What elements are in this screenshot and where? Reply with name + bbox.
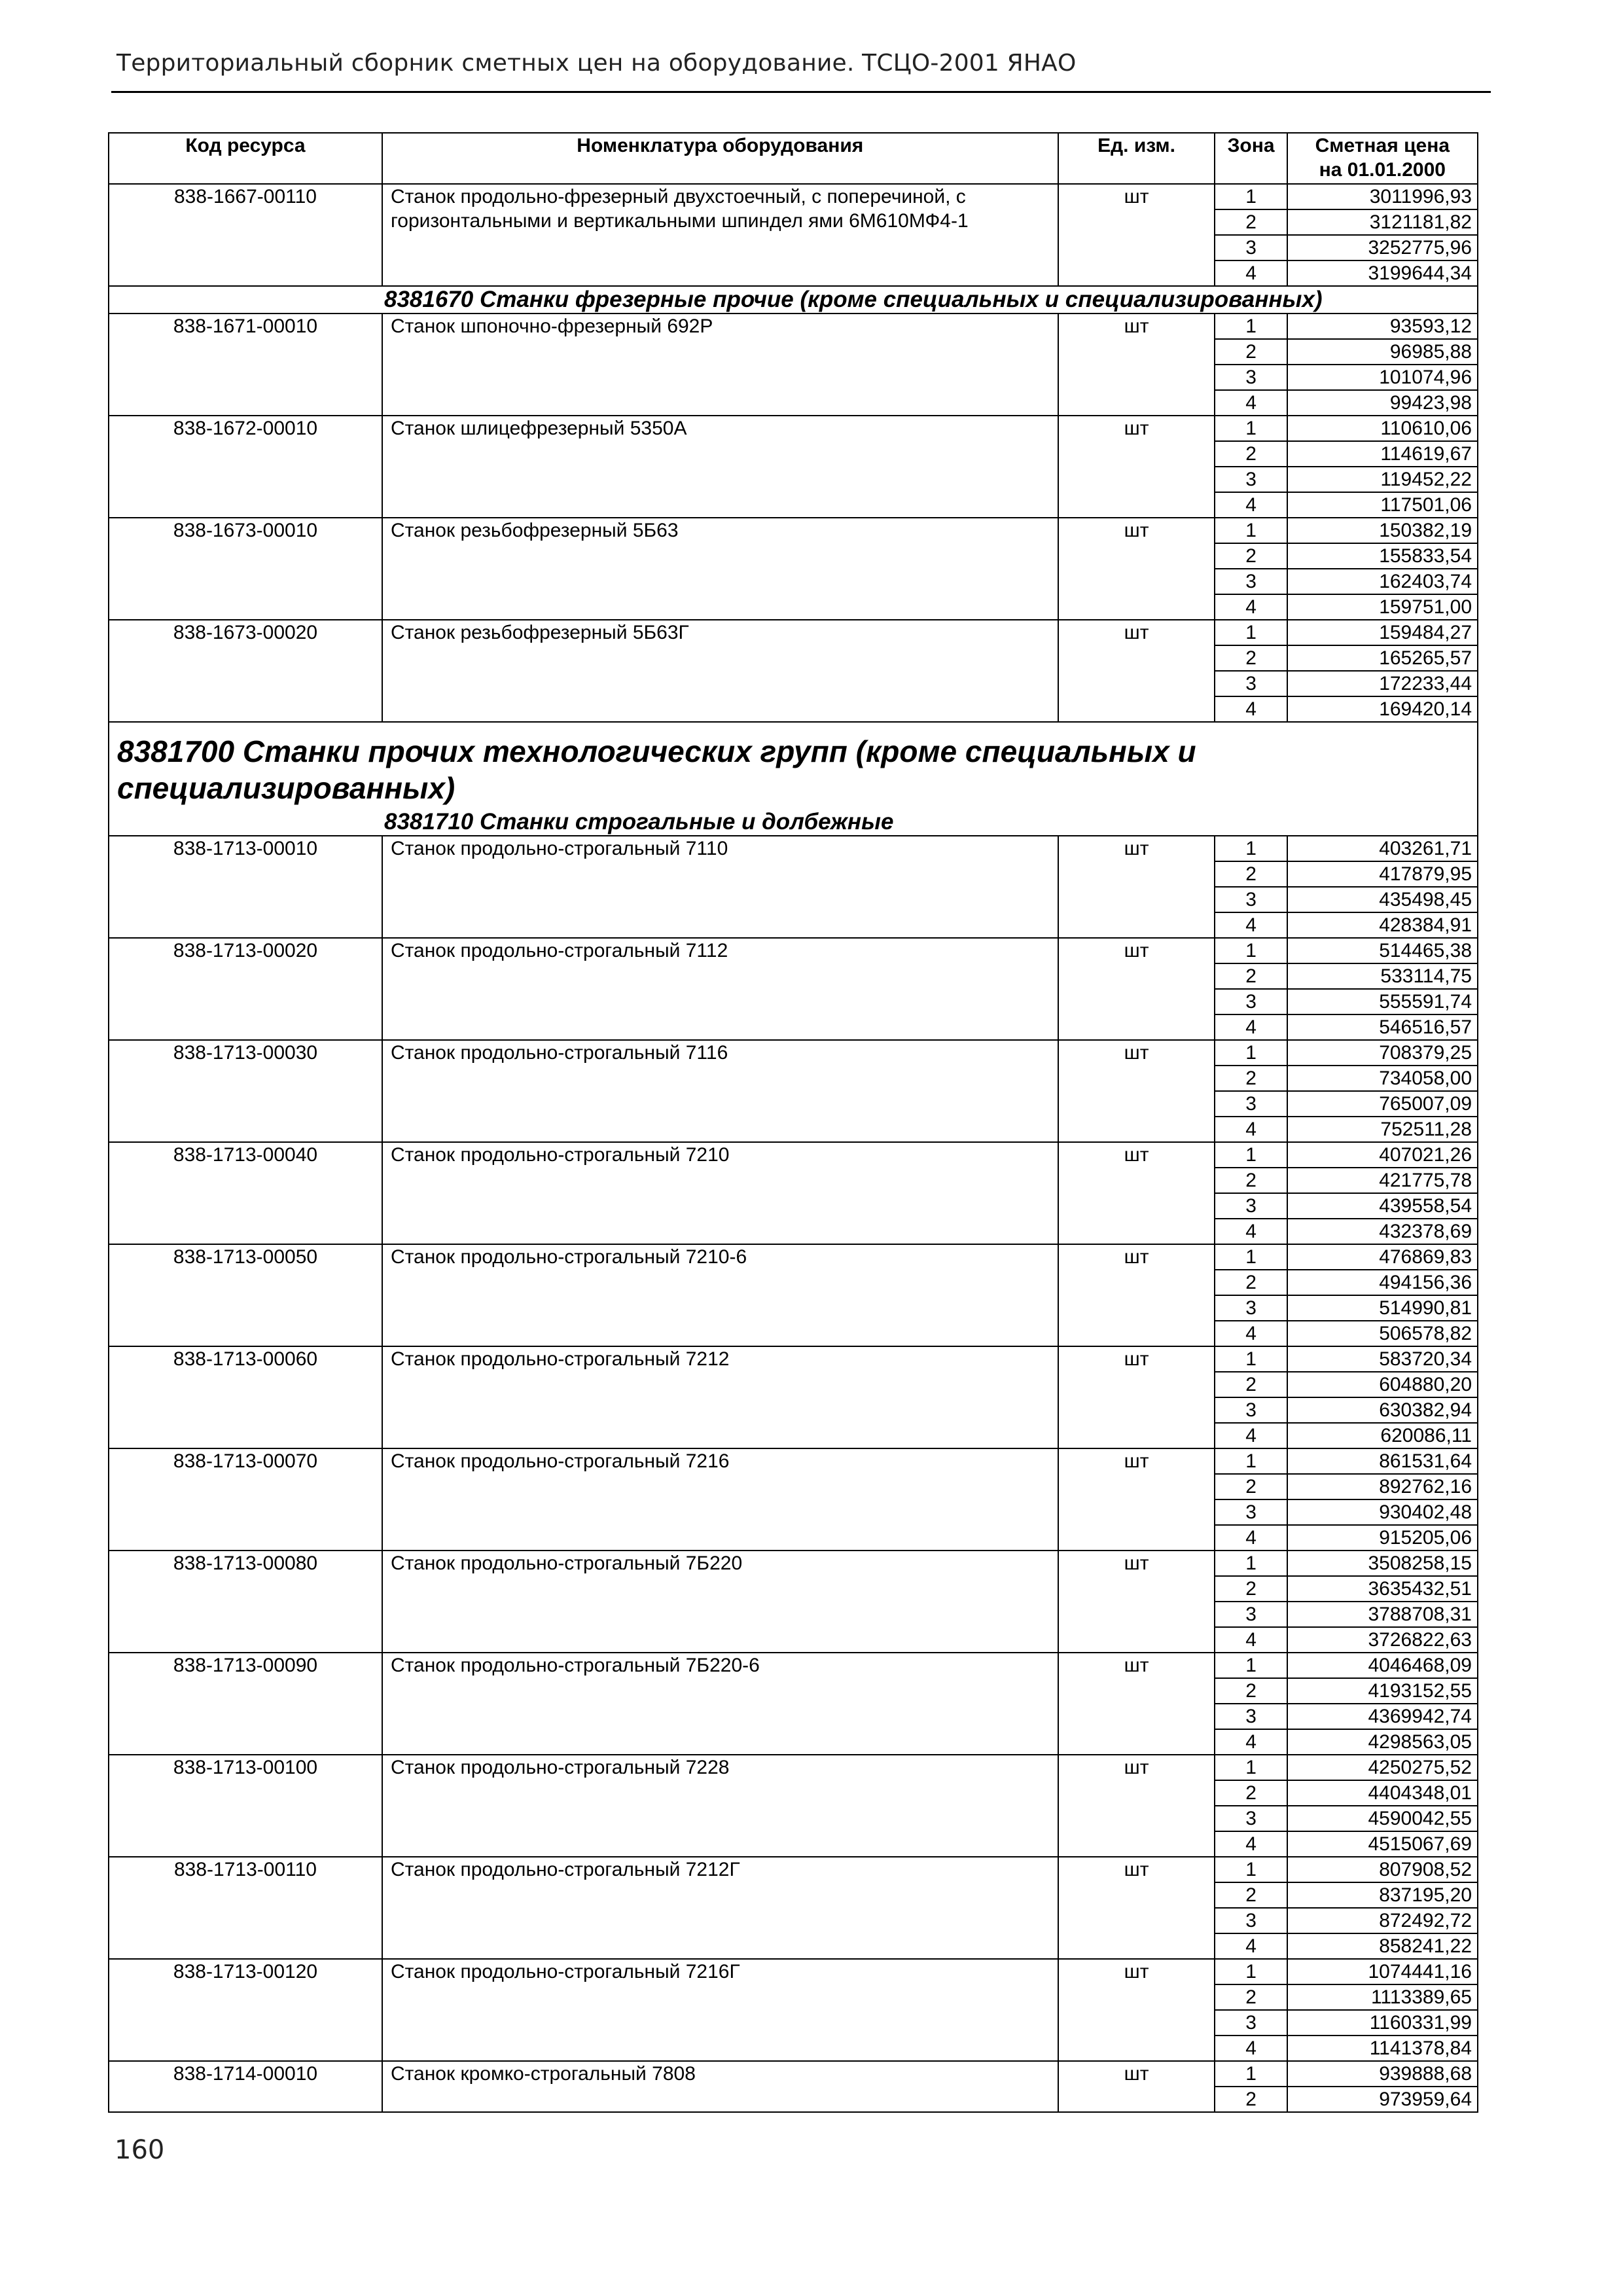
price-cell: 3011996,93 bbox=[1287, 184, 1478, 209]
price-cell: 159484,27 bbox=[1287, 620, 1478, 645]
table-row bbox=[109, 416, 1478, 441]
equipment-name: Станок продольно-строгальный 7216 bbox=[382, 1448, 1058, 1551]
table-row bbox=[109, 1346, 1478, 1372]
zone-cell: 4 bbox=[1215, 492, 1287, 518]
price-cell: 162403,74 bbox=[1287, 569, 1478, 594]
price-cell: 861531,64 bbox=[1287, 1448, 1478, 1474]
resource-code: 838-1713-00010 bbox=[109, 836, 382, 938]
price-cell: 514465,38 bbox=[1287, 938, 1478, 963]
price-cell: 165265,57 bbox=[1287, 645, 1478, 671]
zone-cell: 4 bbox=[1215, 1014, 1287, 1040]
zone-cell: 4 bbox=[1215, 696, 1287, 722]
price-cell: 150382,19 bbox=[1287, 518, 1478, 543]
table-row bbox=[109, 1448, 1478, 1474]
table-row bbox=[109, 2061, 1478, 2087]
zone-cell: 2 bbox=[1215, 1372, 1287, 1397]
table-row bbox=[109, 1142, 1478, 1168]
price-cell: 439558,54 bbox=[1287, 1193, 1478, 1219]
equipment-name: Станок продольно-строгальный 7212Г bbox=[382, 1857, 1058, 1959]
unit-of-measure: шт bbox=[1058, 836, 1215, 938]
subsection-title: 8381710 Станки строгальные и долбежные bbox=[384, 809, 894, 834]
table-row bbox=[109, 518, 1478, 543]
equipment-name: Станок продольно-строгальный 7Б220 bbox=[382, 1551, 1058, 1653]
price-cell: 546516,57 bbox=[1287, 1014, 1478, 1040]
zone-cell: 4 bbox=[1215, 912, 1287, 938]
price-cell: 117501,06 bbox=[1287, 492, 1478, 518]
price-cell: 583720,34 bbox=[1287, 1346, 1478, 1372]
zone-cell: 3 bbox=[1215, 1397, 1287, 1423]
price-cell: 533114,75 bbox=[1287, 963, 1478, 989]
group-section-title: 8381700 Станки прочих технологических групп (кроме специальных и специализированных) bbox=[117, 734, 1196, 805]
zone-cell: 3 bbox=[1215, 467, 1287, 492]
column-header-code: Код ресурса bbox=[109, 133, 382, 184]
unit-of-measure: шт bbox=[1058, 2061, 1215, 2112]
resource-code: 838-1713-00040 bbox=[109, 1142, 382, 1244]
resource-code: 838-1713-00110 bbox=[109, 1857, 382, 1959]
price-cell: 114619,67 bbox=[1287, 441, 1478, 467]
price-cell: 96985,88 bbox=[1287, 339, 1478, 365]
zone-cell: 4 bbox=[1215, 594, 1287, 620]
price-cell: 101074,96 bbox=[1287, 365, 1478, 390]
price-cell: 930402,48 bbox=[1287, 1499, 1478, 1525]
price-cell: 119452,22 bbox=[1287, 467, 1478, 492]
zone-cell: 3 bbox=[1215, 1704, 1287, 1729]
zone-cell: 4 bbox=[1215, 1627, 1287, 1653]
table-row bbox=[109, 184, 1478, 209]
unit-of-measure: шт bbox=[1058, 1346, 1215, 1448]
table-row bbox=[109, 620, 1478, 645]
zone-cell: 1 bbox=[1215, 1346, 1287, 1372]
zone-cell: 1 bbox=[1215, 1755, 1287, 1780]
resource-code: 838-1713-00030 bbox=[109, 1040, 382, 1142]
price-cell: 407021,26 bbox=[1287, 1142, 1478, 1168]
equipment-name: Станок резьбофрезерный 5Б63Г bbox=[382, 620, 1058, 722]
column-header-zone: Зона bbox=[1215, 133, 1287, 184]
zone-cell: 2 bbox=[1215, 1474, 1287, 1499]
price-cell: 155833,54 bbox=[1287, 543, 1478, 569]
price-cell: 476869,83 bbox=[1287, 1244, 1478, 1270]
price-cell: 1160331,99 bbox=[1287, 2010, 1478, 2036]
unit-of-measure: шт bbox=[1058, 1653, 1215, 1755]
price-cell: 494156,36 bbox=[1287, 1270, 1478, 1295]
zone-cell: 2 bbox=[1215, 441, 1287, 467]
zone-cell: 4 bbox=[1215, 1219, 1287, 1244]
zone-cell: 2 bbox=[1215, 1882, 1287, 1908]
equipment-name: Станок продольно-фрезерный двухстоечный, с поперечиной, с горизонтальными и вертикальными шпиндел ями 6М610МФ4-1 bbox=[382, 184, 1058, 286]
price-cell: 514990,81 bbox=[1287, 1295, 1478, 1321]
price-cell: 3635432,51 bbox=[1287, 1576, 1478, 1602]
unit-of-measure: шт bbox=[1058, 314, 1215, 416]
zone-cell: 3 bbox=[1215, 989, 1287, 1014]
price-cell: 4046468,09 bbox=[1287, 1653, 1478, 1678]
price-cell: 432378,69 bbox=[1287, 1219, 1478, 1244]
zone-cell: 1 bbox=[1215, 1551, 1287, 1576]
resource-code: 838-1713-00060 bbox=[109, 1346, 382, 1448]
equipment-name: Станок продольно-строгальный 7Б220-6 bbox=[382, 1653, 1058, 1755]
table-header-row bbox=[109, 133, 1478, 184]
resource-code: 838-1713-00020 bbox=[109, 938, 382, 1040]
table-row bbox=[109, 1857, 1478, 1882]
zone-cell: 1 bbox=[1215, 1448, 1287, 1474]
price-cell: 807908,52 bbox=[1287, 1857, 1478, 1882]
table-row bbox=[109, 1653, 1478, 1678]
table-row bbox=[109, 1959, 1478, 1984]
price-cell: 4515067,69 bbox=[1287, 1831, 1478, 1857]
unit-of-measure: шт bbox=[1058, 938, 1215, 1040]
zone-cell: 2 bbox=[1215, 209, 1287, 235]
price-cell: 435498,45 bbox=[1287, 887, 1478, 912]
zone-cell: 1 bbox=[1215, 620, 1287, 645]
zone-cell: 1 bbox=[1215, 1040, 1287, 1066]
zone-cell: 1 bbox=[1215, 1857, 1287, 1882]
zone-cell: 2 bbox=[1215, 1678, 1287, 1704]
zone-cell: 1 bbox=[1215, 314, 1287, 339]
price-cell: 110610,06 bbox=[1287, 416, 1478, 441]
price-cell: 93593,12 bbox=[1287, 314, 1478, 339]
page-number: 160 bbox=[115, 2135, 165, 2165]
resource-code: 838-1673-00020 bbox=[109, 620, 382, 722]
resource-code: 838-1672-00010 bbox=[109, 416, 382, 518]
price-cell: 620086,11 bbox=[1287, 1423, 1478, 1448]
price-cell: 506578,82 bbox=[1287, 1321, 1478, 1346]
price-cell: 892762,16 bbox=[1287, 1474, 1478, 1499]
price-cell: 915205,06 bbox=[1287, 1525, 1478, 1551]
zone-cell: 2 bbox=[1215, 861, 1287, 887]
equipment-name: Станок продольно-строгальный 7212 bbox=[382, 1346, 1058, 1448]
zone-cell: 3 bbox=[1215, 671, 1287, 696]
section-title: 8381670 Станки фрезерные прочие (кроме специальных и специализированных) bbox=[109, 286, 1478, 314]
equipment-name: Станок шлицефрезерный 5350А bbox=[382, 416, 1058, 518]
unit-of-measure: шт bbox=[1058, 1244, 1215, 1346]
price-cell: 1074441,16 bbox=[1287, 1959, 1478, 1984]
price-cell: 604880,20 bbox=[1287, 1372, 1478, 1397]
zone-cell: 2 bbox=[1215, 1168, 1287, 1193]
column-header-price-line1: Сметная цена bbox=[1315, 135, 1450, 156]
price-cell: 417879,95 bbox=[1287, 861, 1478, 887]
zone-cell: 3 bbox=[1215, 1602, 1287, 1627]
price-cell: 837195,20 bbox=[1287, 1882, 1478, 1908]
table-row bbox=[109, 314, 1478, 339]
unit-of-measure: шт bbox=[1058, 416, 1215, 518]
price-cell: 159751,00 bbox=[1287, 594, 1478, 620]
group-section-cell bbox=[109, 722, 1478, 836]
zone-cell: 3 bbox=[1215, 2010, 1287, 2036]
zone-cell: 1 bbox=[1215, 836, 1287, 861]
header-divider bbox=[111, 91, 1491, 93]
equipment-name: Станок продольно-строгальный 7216Г bbox=[382, 1959, 1058, 2061]
zone-cell: 4 bbox=[1215, 1933, 1287, 1959]
price-cell: 172233,44 bbox=[1287, 671, 1478, 696]
price-cell: 752511,28 bbox=[1287, 1117, 1478, 1142]
unit-of-measure: шт bbox=[1058, 620, 1215, 722]
zone-cell: 2 bbox=[1215, 1576, 1287, 1602]
unit-of-measure: шт bbox=[1058, 1448, 1215, 1551]
resource-code: 838-1713-00090 bbox=[109, 1653, 382, 1755]
zone-cell: 3 bbox=[1215, 1908, 1287, 1933]
zone-cell: 3 bbox=[1215, 569, 1287, 594]
price-cell: 4369942,74 bbox=[1287, 1704, 1478, 1729]
price-cell: 3199644,34 bbox=[1287, 260, 1478, 286]
zone-cell: 4 bbox=[1215, 1525, 1287, 1551]
column-header-price-line2: на 01.01.2000 bbox=[1319, 159, 1446, 181]
price-cell: 421775,78 bbox=[1287, 1168, 1478, 1193]
price-cell: 99423,98 bbox=[1287, 390, 1478, 416]
table-row bbox=[109, 1755, 1478, 1780]
price-cell: 4193152,55 bbox=[1287, 1678, 1478, 1704]
resource-code: 838-1713-00050 bbox=[109, 1244, 382, 1346]
resource-code: 838-1671-00010 bbox=[109, 314, 382, 416]
price-cell: 1113389,65 bbox=[1287, 1984, 1478, 2010]
column-header-name: Номенклатура оборудования bbox=[382, 133, 1058, 184]
equipment-name: Станок продольно-строгальный 7210 bbox=[382, 1142, 1058, 1244]
price-cell: 3508258,15 bbox=[1287, 1551, 1478, 1576]
zone-cell: 1 bbox=[1215, 1142, 1287, 1168]
price-cell: 428384,91 bbox=[1287, 912, 1478, 938]
price-cell: 4404348,01 bbox=[1287, 1780, 1478, 1806]
zone-cell: 4 bbox=[1215, 1423, 1287, 1448]
table-row bbox=[109, 1244, 1478, 1270]
unit-of-measure: шт bbox=[1058, 1755, 1215, 1857]
table-row bbox=[109, 836, 1478, 861]
price-cell: 765007,09 bbox=[1287, 1091, 1478, 1117]
resource-code: 838-1713-00070 bbox=[109, 1448, 382, 1551]
resource-code: 838-1713-00120 bbox=[109, 1959, 382, 2061]
zone-cell: 2 bbox=[1215, 543, 1287, 569]
zone-cell: 1 bbox=[1215, 416, 1287, 441]
zone-cell: 2 bbox=[1215, 1066, 1287, 1091]
zone-cell: 3 bbox=[1215, 1499, 1287, 1525]
zone-cell: 3 bbox=[1215, 235, 1287, 260]
zone-cell: 2 bbox=[1215, 339, 1287, 365]
zone-cell: 1 bbox=[1215, 1244, 1287, 1270]
resource-code: 838-1673-00010 bbox=[109, 518, 382, 620]
zone-cell: 2 bbox=[1215, 1780, 1287, 1806]
price-table bbox=[108, 132, 1478, 2113]
zone-cell: 2 bbox=[1215, 2087, 1287, 2112]
resource-code: 838-1713-00100 bbox=[109, 1755, 382, 1857]
group-section-row bbox=[109, 722, 1478, 836]
table-body bbox=[109, 184, 1478, 2112]
equipment-name: Станок продольно-строгальный 7112 bbox=[382, 938, 1058, 1040]
price-cell: 4250275,52 bbox=[1287, 1755, 1478, 1780]
zone-cell: 1 bbox=[1215, 938, 1287, 963]
zone-cell: 2 bbox=[1215, 1984, 1287, 2010]
price-cell: 708379,25 bbox=[1287, 1040, 1478, 1066]
price-cell: 3252775,96 bbox=[1287, 235, 1478, 260]
unit-of-measure: шт bbox=[1058, 1040, 1215, 1142]
price-cell: 872492,72 bbox=[1287, 1908, 1478, 1933]
unit-of-measure: шт bbox=[1058, 1551, 1215, 1653]
resource-code: 838-1714-00010 bbox=[109, 2061, 382, 2112]
zone-cell: 1 bbox=[1215, 1653, 1287, 1678]
page-header-title: Территориальный сборник сметных цен на оборудование. ТСЦО-2001 ЯНАО bbox=[116, 50, 1077, 77]
equipment-name: Станок продольно-строгальный 7110 bbox=[382, 836, 1058, 938]
zone-cell: 1 bbox=[1215, 2061, 1287, 2087]
zone-cell: 3 bbox=[1215, 1295, 1287, 1321]
zone-cell: 3 bbox=[1215, 365, 1287, 390]
price-cell: 3726822,63 bbox=[1287, 1627, 1478, 1653]
zone-cell: 4 bbox=[1215, 1321, 1287, 1346]
zone-cell: 1 bbox=[1215, 518, 1287, 543]
price-cell: 169420,14 bbox=[1287, 696, 1478, 722]
price-cell: 630382,94 bbox=[1287, 1397, 1478, 1423]
zone-cell: 3 bbox=[1215, 887, 1287, 912]
price-cell: 3121181,82 bbox=[1287, 209, 1478, 235]
column-header-unit: Ед. изм. bbox=[1058, 133, 1215, 184]
zone-cell: 4 bbox=[1215, 260, 1287, 286]
equipment-name: Станок продольно-строгальный 7228 bbox=[382, 1755, 1058, 1857]
zone-cell: 2 bbox=[1215, 963, 1287, 989]
zone-cell: 3 bbox=[1215, 1806, 1287, 1831]
price-cell: 1141378,84 bbox=[1287, 2036, 1478, 2061]
zone-cell: 4 bbox=[1215, 1729, 1287, 1755]
zone-cell: 2 bbox=[1215, 1270, 1287, 1295]
column-header-price bbox=[1287, 133, 1478, 184]
zone-cell: 1 bbox=[1215, 184, 1287, 209]
unit-of-measure: шт bbox=[1058, 184, 1215, 286]
unit-of-measure: шт bbox=[1058, 1857, 1215, 1959]
equipment-name: Станок шпоночно-фрезерный 692Р bbox=[382, 314, 1058, 416]
equipment-name: Станок продольно-строгальный 7210-6 bbox=[382, 1244, 1058, 1346]
zone-cell: 3 bbox=[1215, 1193, 1287, 1219]
zone-cell: 4 bbox=[1215, 1831, 1287, 1857]
equipment-name: Станок продольно-строгальный 7116 bbox=[382, 1040, 1058, 1142]
price-cell: 403261,71 bbox=[1287, 836, 1478, 861]
zone-cell: 4 bbox=[1215, 2036, 1287, 2061]
resource-code: 838-1667-00110 bbox=[109, 184, 382, 286]
table-row bbox=[109, 1040, 1478, 1066]
zone-cell: 1 bbox=[1215, 1959, 1287, 1984]
price-cell: 858241,22 bbox=[1287, 1933, 1478, 1959]
zone-cell: 4 bbox=[1215, 390, 1287, 416]
table-row bbox=[109, 1551, 1478, 1576]
section-row bbox=[109, 286, 1478, 314]
price-cell: 4298563,05 bbox=[1287, 1729, 1478, 1755]
zone-cell: 3 bbox=[1215, 1091, 1287, 1117]
zone-cell: 2 bbox=[1215, 645, 1287, 671]
equipment-name: Станок кромко-строгальный 7808 bbox=[382, 2061, 1058, 2112]
zone-cell: 4 bbox=[1215, 1117, 1287, 1142]
price-cell: 4590042,55 bbox=[1287, 1806, 1478, 1831]
price-cell: 555591,74 bbox=[1287, 989, 1478, 1014]
unit-of-measure: шт bbox=[1058, 1959, 1215, 2061]
resource-code: 838-1713-00080 bbox=[109, 1551, 382, 1653]
price-cell: 973959,64 bbox=[1287, 2087, 1478, 2112]
unit-of-measure: шт bbox=[1058, 518, 1215, 620]
table-row bbox=[109, 938, 1478, 963]
unit-of-measure: шт bbox=[1058, 1142, 1215, 1244]
price-cell: 734058,00 bbox=[1287, 1066, 1478, 1091]
price-cell: 3788708,31 bbox=[1287, 1602, 1478, 1627]
price-cell: 939888,68 bbox=[1287, 2061, 1478, 2087]
equipment-name: Станок резьбофрезерный 5Б63 bbox=[382, 518, 1058, 620]
